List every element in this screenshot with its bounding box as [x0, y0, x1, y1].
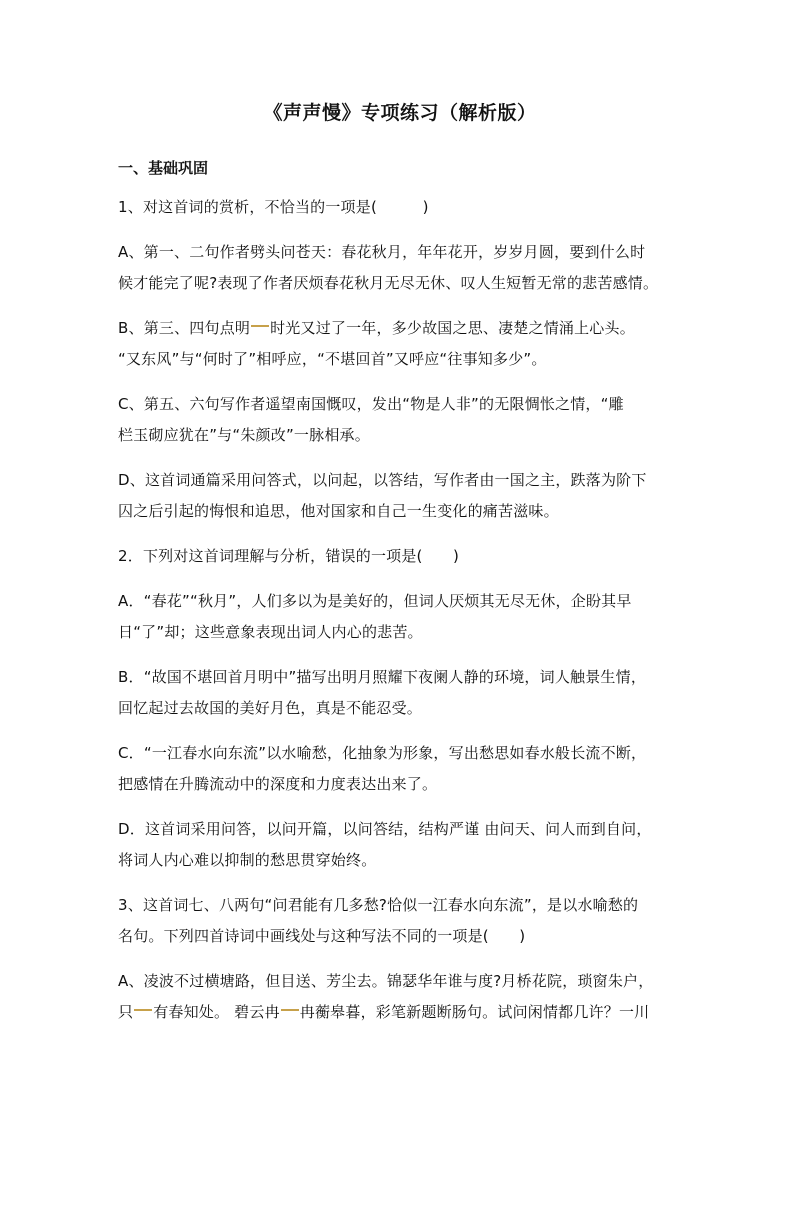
option-line: C、第五、六句写作者遥望南国慨叹，发出“物是人非”的无限惆怅之情，“雕 [118, 395, 624, 413]
q1-option-d [118, 465, 682, 527]
option-text: 冉蘅皋暮，彩笔新题断肠句。试问闲情都几许？一川 [299, 1003, 650, 1021]
option-line: 囚之后引起的悔恨和追思，他对国家和自己一生变化的痛苦滋味。 [118, 502, 559, 520]
q1-option-c [118, 389, 682, 451]
option-text: 只 [118, 1003, 134, 1021]
option-line [118, 997, 682, 1028]
underline-blank [134, 1008, 152, 1011]
question-3-stem [118, 890, 682, 952]
question-stem-text: 名句。下列四首诗词中画线处与这种写法不同的一项是( ) [118, 927, 526, 945]
option-line: D．这首词采用问答，以问开篇，以问答结，结构严谨 由问天、问人而到自问， [118, 820, 652, 838]
question-stem-text: 2．下列对这首词理解与分析，错误的一项是( ) [118, 547, 460, 565]
section-heading: 一、基础巩固 [118, 159, 209, 177]
q2-option-b [118, 662, 682, 724]
question-stem-text: 1、对这首词的赏析，不恰当的一项是( ) [118, 198, 429, 216]
underline-blank [251, 324, 269, 327]
option-line: B．“故国不堪回首月明中”描写出明月照耀下夜阑人静的环境，词人触景生情， [118, 668, 647, 686]
option-line [118, 313, 682, 344]
option-text: 有春知处。 碧云冉 [153, 1003, 280, 1021]
option-line: 栏玉砌应犹在”与“朱颜改”一脉相承。 [118, 426, 370, 444]
question-stem-text: 3、这首词七、八两句“问君能有几多愁?恰似一江春水向东流”，是以水喻愁的 [118, 896, 639, 914]
option-line: 回忆起过去故国的美好月色，真是不能忍受。 [118, 699, 423, 717]
question-2-stem [118, 541, 682, 572]
document-page [0, 98, 794, 1221]
option-line: 候才能完了呢?表现了作者厌烦春花秋月无尽无休、叹人生短暂无常的悲苦感情。 [118, 274, 659, 292]
option-line: C．“一江春水向东流”以水喻愁，化抽象为形象，写出愁思如春水般长流不断， [118, 744, 647, 762]
option-line: A、凌波不过横塘路，但目送、芳尘去。锦瑟华年谁与度?月桥花院，琐窗朱户， [118, 972, 654, 990]
underline-blank [281, 1008, 299, 1011]
option-line: 日“了”却；这些意象表现出词人内心的悲苦。 [118, 623, 423, 641]
q1-option-a [118, 237, 682, 299]
option-line: D、这首词通篇采用问答式，以问起，以答结，写作者由一国之主，跌落为阶下 [118, 471, 647, 489]
option-line: A、第一、二句作者劈头问苍天：春花秋月，年年花开，岁岁月圆，要到什么时 [118, 243, 646, 261]
option-text: 时光又过了一年，多少故国之思、凄楚之情涌上心头。 [270, 319, 635, 337]
q2-option-c [118, 738, 682, 800]
question-1-stem [118, 192, 682, 223]
q2-option-a [118, 586, 682, 648]
page-title: 《声声慢》专项练习（解析版） [263, 102, 537, 124]
q3-option-a [118, 966, 682, 1028]
q2-option-d [118, 814, 682, 876]
option-text: B、第三、四句点明 [118, 319, 251, 337]
option-line: 将词人内心难以抑制的愁思贯穿始终。 [118, 851, 377, 869]
option-line: “又东风”与“何时了”相呼应，“不堪回首”又呼应“往事知多少”。 [118, 350, 547, 368]
q1-option-b [118, 313, 682, 375]
option-line: 把感情在升腾流动中的深度和力度表达出来了。 [118, 775, 438, 793]
option-line: A．“春花”“秋月”，人们多以为是美好的，但词人厌烦其无尽无休，企盼其早 [118, 592, 632, 610]
